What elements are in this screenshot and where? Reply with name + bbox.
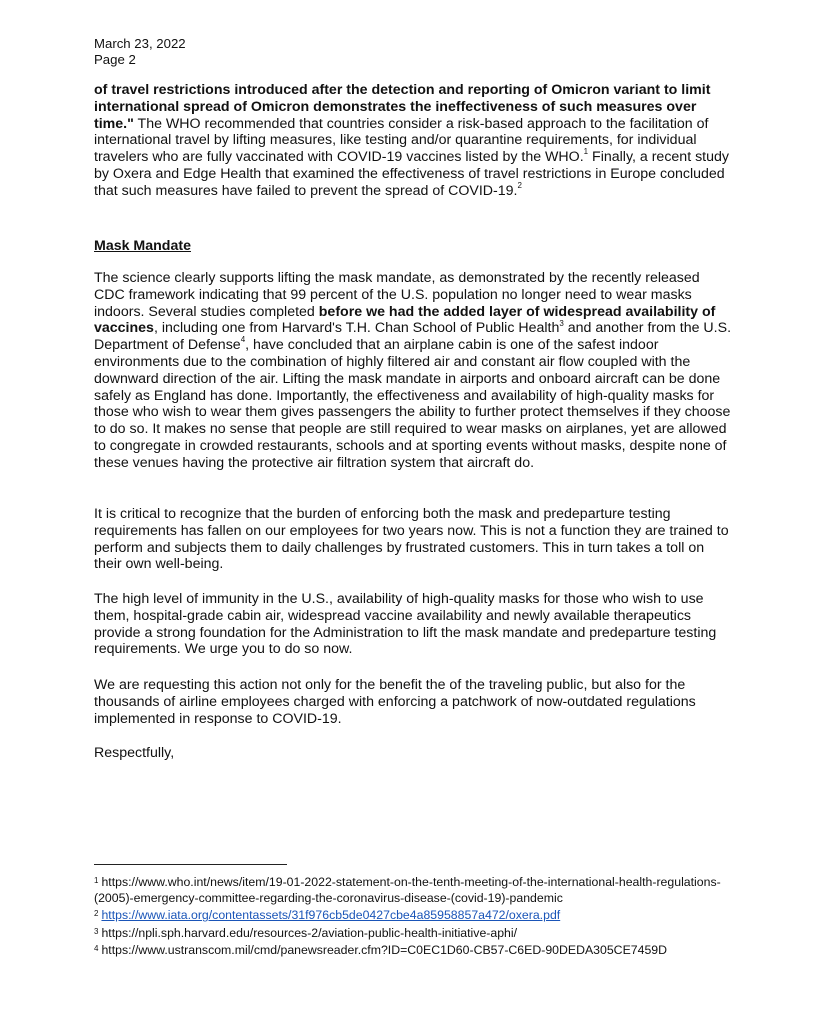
closing-salutation: Respectfully, [94,745,175,761]
footnote-2 [94,906,734,923]
paragraph2-text-d: , have concluded that an airplane cabin is one of the safest indoor environments due to the combination of highly filtered air and constant air flow coupled with the downward direction of the air. Lifting the mask mandate in airports and onboard aircraft can be done safely as England has done. Importantly, the effectiveness and availability of high-quality masks for those who wish to wear them gives passengers the ability to further protect themselves if they choose to do so. It makes no sense that people are still required to wear masks on airplanes, yet are allowed to congregate in crowded restaurants, schools and at sporting events without masks, despite none of these venues having the protective air filtration system that aircraft do. [94,337,731,471]
letter-header [94,36,186,67]
page-number: Page 2 [94,51,136,67]
section-heading-mask-mandate: Mask Mandate [94,238,191,254]
footnote-divider [94,864,287,865]
footnote-3-url[interactable]: https://npli.sph.harvard.edu/resources-2/aviation-public-health-initiative-aphi/ [101,925,518,940]
paragraph1-text-b: Finally, a recent study by Oxera and Edge Health that examined the effectiveness of travel restrictions in Europe concluded that such measures have failed to prevent the spread of COVID-19. [94,149,729,199]
footnote-3 [94,924,734,941]
paragraph-employee-burden [94,506,734,573]
footnote-ref-1[interactable]: 1 [583,147,589,157]
footnote-ref-2[interactable]: 2 [517,181,522,191]
footnote-ref-3[interactable]: 3 [559,318,564,328]
footnote-1-url[interactable]: https://www.who.int/news/item/19-01-2022-statement-on-the-tenth-meeting-of-the-international-health-regulations-(2005)-emergency-committee-regarding-the-coronavirus-disease-(covid-19)-pandemic [94,875,721,906]
paragraph2-text-b: , including one from Harvard's T.H. Chan School of Public Health [153,320,560,337]
footnote-4-url[interactable]: https://www.ustranscom.mil/cmd/panewsreader.cfm?ID=C0EC1D60-CB57-C6ED-90DEDA305CE7459D [101,942,668,957]
paragraph2-text-a: The science clearly supports lifting the mask mandate, as demonstrated by the recently released CDC framework indicating that 99 percent of the U.S. population no longer need to wear masks indoors. Several studies completed [94,270,700,320]
footnote-1-number: 1 [94,876,99,885]
footnote-ref-4[interactable]: 4 [240,335,246,345]
paragraph4-text: The high level of immunity in the U.S., availability of high-quality masks for those who wish to use them, hospital-grade cabin air, widespread vaccine availability and newly available therapeutics provide a strong foundation for the Administration to lift the mask mandate and predeparture testing requirements. We urge you to do so now. [94,591,717,658]
letter-date: March 23, 2022 [94,36,186,51]
paragraph-mask-science [94,270,734,472]
paragraph2-text-c: and another from the U.S. Department of Defense [94,320,732,354]
footnotes [94,873,734,958]
paragraph-request [94,677,734,727]
paragraph1-text-a: The WHO recommended that countries consider a risk-based approach to the facilitation of international travel by lifting measures, like testing and/or quarantine requirements, for individual travelers who are fully vaccinated with COVID-19 vaccines listed by the WHO. [94,115,709,166]
paragraph-immunity [94,591,734,658]
footnote-2-number: 2 [94,909,99,919]
paragraph1-bold-quote: of travel restrictions introduced after the detection and reporting of Omicron variant to limit international spread of Omicron demonstrates the ineffectiveness of such measures over time." [94,82,711,132]
section-heading-wrap [94,238,734,255]
paragraph3-text: It is critical to recognize that the burden of enforcing both the mask and predeparture testing requirements has fallen on our employees for two years now. This is not a function they are trained to perform and subjects them to daily challenges by frustrated customers. This in turn takes a toll on their own well-being. [94,506,729,573]
footnote-4-number: 4 [94,943,99,953]
footnote-3-number: 3 [94,926,99,936]
footnote-4 [94,941,734,958]
paragraph5-text: We are requesting this action not only for the benefit the of the traveling public, but also for the thousands of airline employees charged with enforcing a patchwork of now-outdated regulations implemented in response to COVID-19. [94,677,696,727]
footnote-1 [94,873,734,906]
footnote-2-link[interactable]: https://www.iata.org/contentassets/31f976cb5de0427cbe4a85958857a472/oxera.pdf [101,908,561,923]
paragraph-travel-restrictions [94,82,734,200]
paragraph2-bold-phrase: before we had the added layer of widespread availability of vaccines [94,303,716,337]
